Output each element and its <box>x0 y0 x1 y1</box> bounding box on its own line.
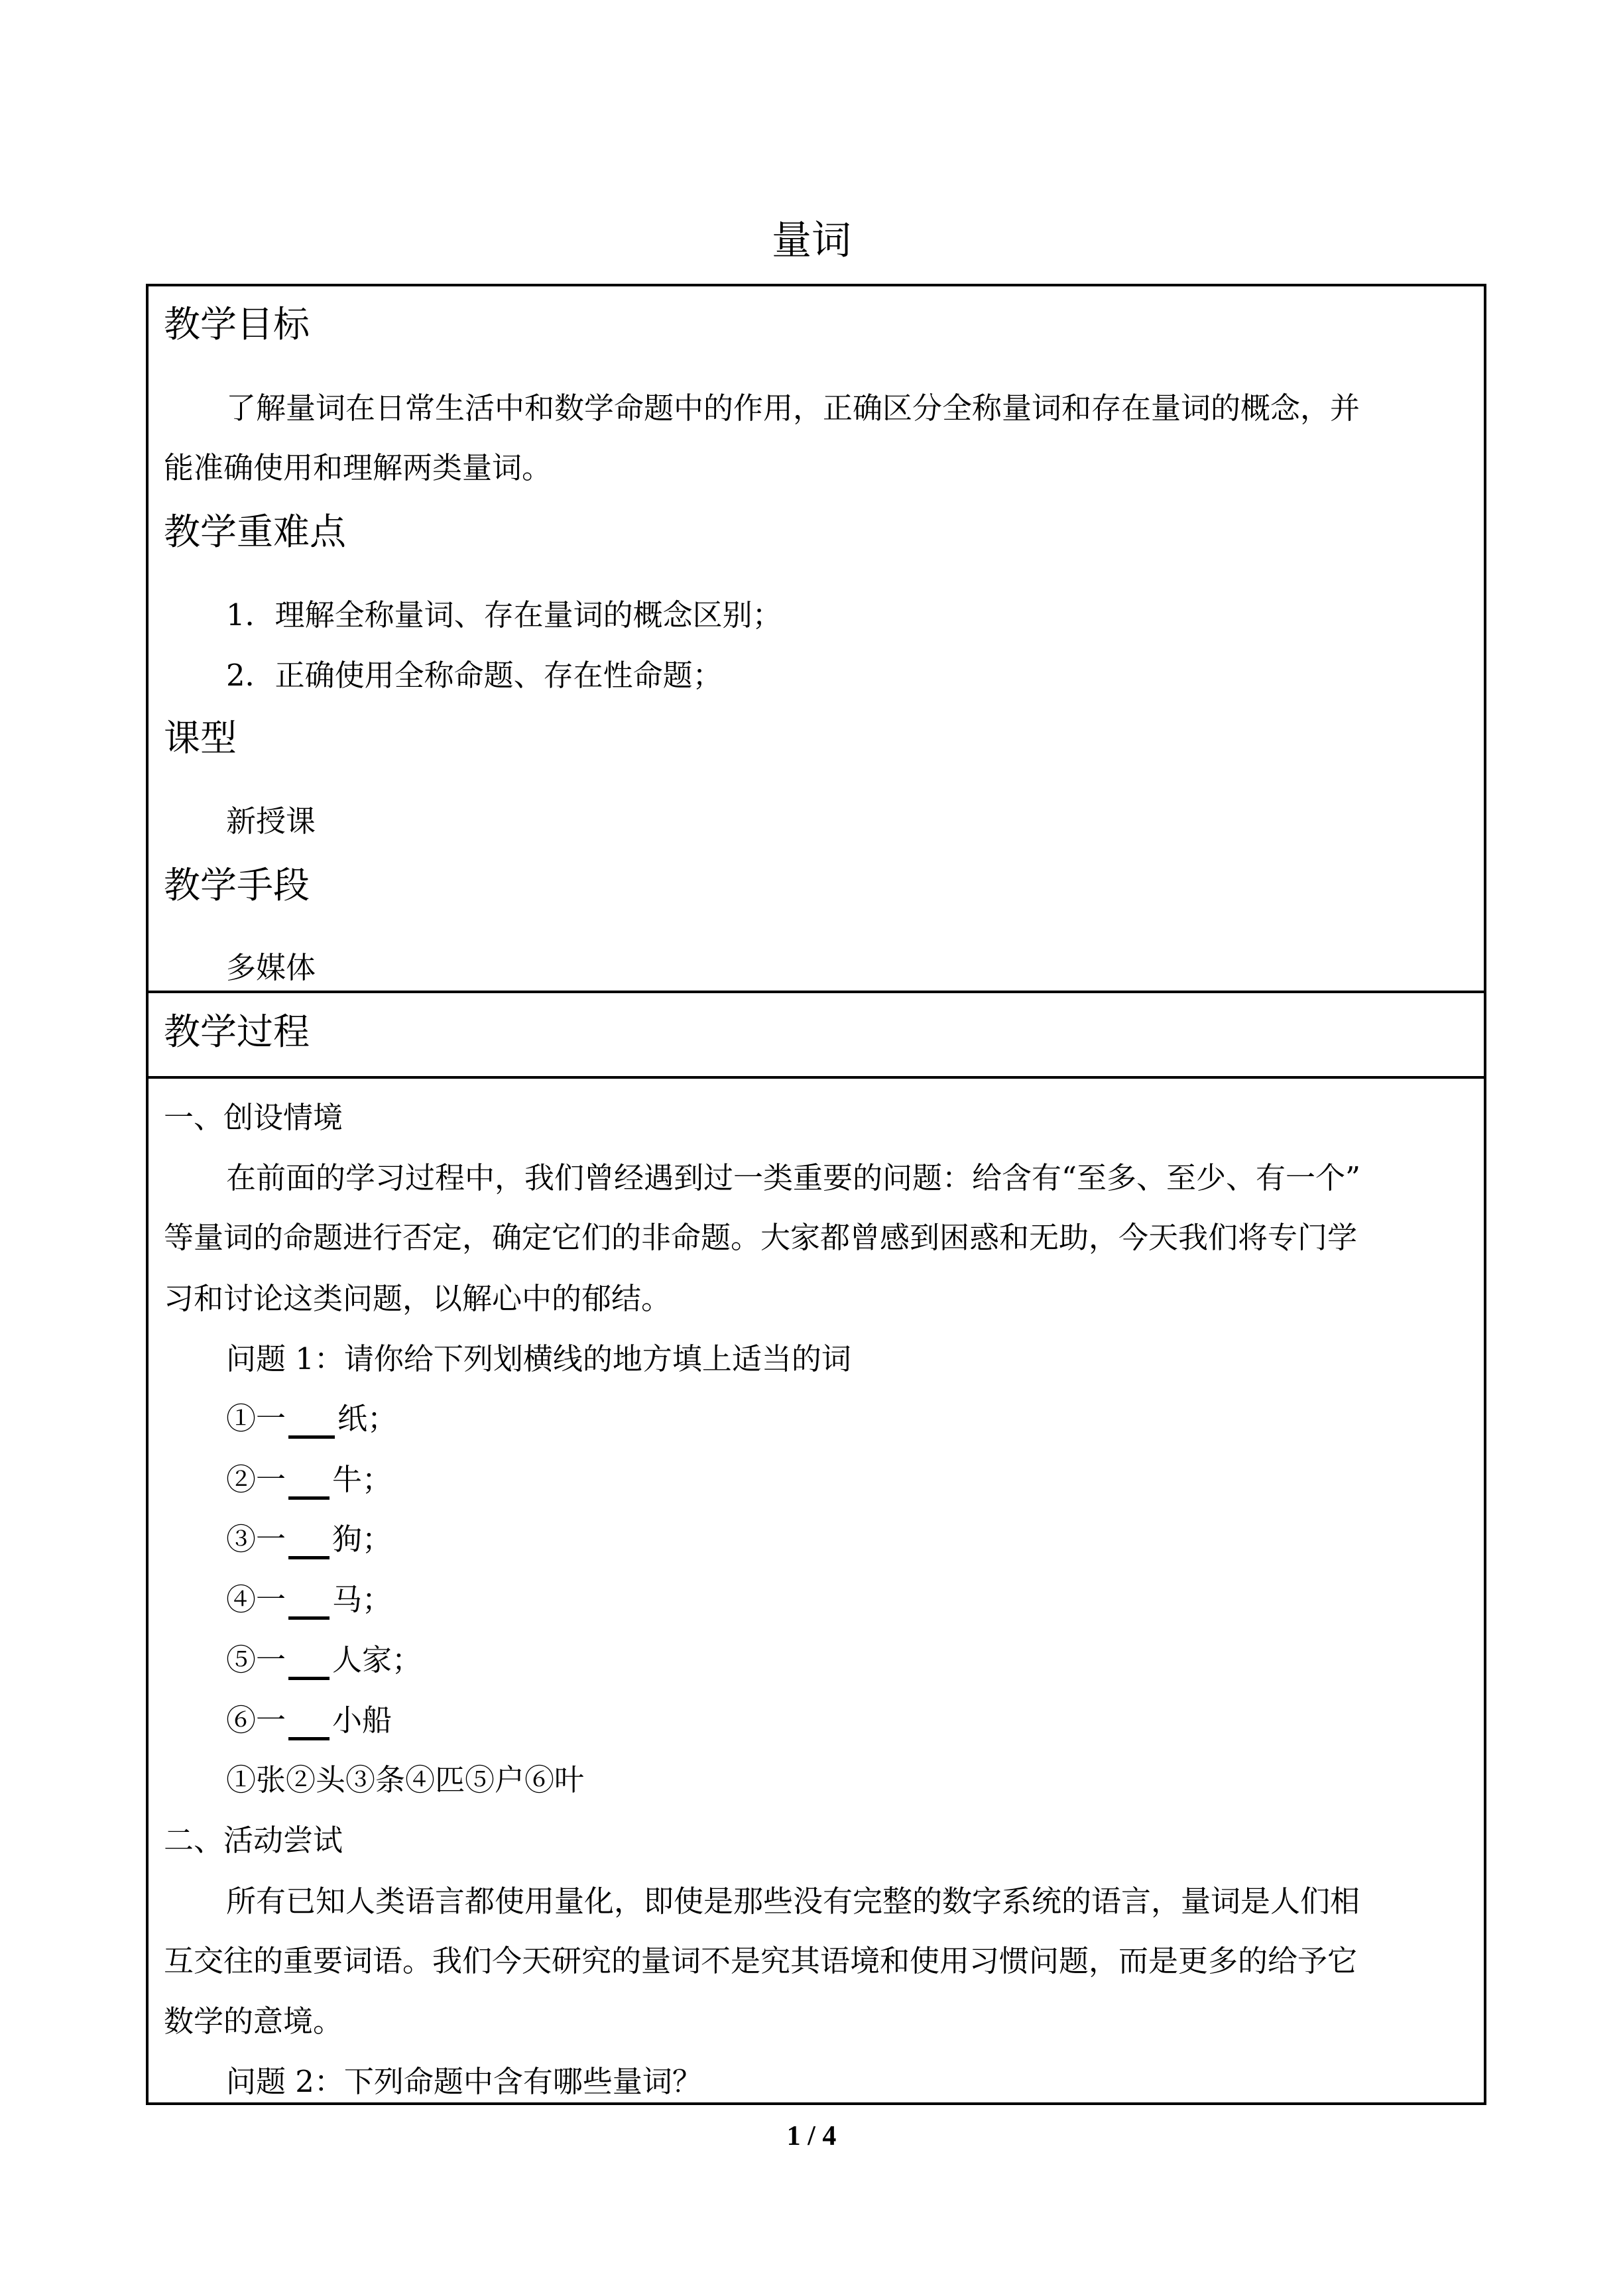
table-divider <box>146 991 1486 993</box>
blank-suffix: 纸； <box>337 1401 398 1436</box>
blank-suffix: 人家； <box>332 1642 422 1677</box>
fill-blank-item <box>226 1701 392 1740</box>
blank-line <box>288 1705 330 1740</box>
fill-blank-item <box>226 1520 392 1559</box>
blank-line <box>288 1585 330 1620</box>
blank-line <box>288 1645 330 1680</box>
key-point-item: 1．理解全称量词、存在量词的概念区别； <box>226 597 782 633</box>
blank-line <box>288 1404 335 1439</box>
blank-prefix: ④一 <box>226 1582 286 1617</box>
blank-line <box>288 1524 330 1559</box>
blank-prefix: ⑤一 <box>226 1642 286 1677</box>
objectives-text: 了解量词在日常生活中和数学命题中的作用，正确区分全称量词和存在量词的概念，并 <box>226 391 1360 426</box>
question-2: 问题 2：下列命题中含有哪些量词？ <box>226 2064 702 2099</box>
page-title: 量词 <box>772 217 851 264</box>
fill-blank-item <box>226 1580 392 1620</box>
paragraph-line: 互交往的重要词语。我们今天研究的量词不是究其语境和使用习惯问题，而是更多的给予它 <box>164 1943 1358 1978</box>
blank-prefix: ①一 <box>226 1401 286 1436</box>
teaching-means-value: 多媒体 <box>226 950 316 985</box>
section-heading-process: 教学过程 <box>164 1010 310 1053</box>
paragraph-line: 等量词的命题进行否定，确定它们的非命题。大家都曾感到困惑和无助，今天我们将专门学 <box>164 1220 1358 1255</box>
blank-suffix: 马； <box>332 1582 392 1617</box>
table-divider <box>146 1076 1486 1079</box>
section-heading-key-points: 教学重难点 <box>164 511 347 553</box>
fill-blank-item <box>226 1640 422 1680</box>
blank-suffix: 小船 <box>332 1703 392 1738</box>
page-number: 1 / 4 <box>786 2121 837 2151</box>
part-heading: 一、创设情境 <box>164 1100 343 1135</box>
blank-suffix: 狗； <box>332 1522 392 1557</box>
section-heading-teaching-means: 教学手段 <box>164 864 310 906</box>
answer-key: ①张②头③条④匹⑤户⑥叶 <box>226 1762 585 1797</box>
key-point-item: 2．正确使用全称命题、存在性命题； <box>226 658 723 693</box>
question-1: 问题 1：请你给下列划横线的地方填上适当的词 <box>226 1341 851 1376</box>
objectives-text: 能准确使用和理解两类量词。 <box>164 450 552 485</box>
fill-blank-item <box>226 1460 392 1500</box>
paragraph-line: 在前面的学习过程中，我们曾经遇到过一类重要的问题：给含有“至多、至少、有一个” <box>226 1160 1361 1195</box>
part-heading: 二、活动尝试 <box>164 1823 343 1858</box>
paragraph-line: 习和讨论这类问题，以解心中的郁结。 <box>164 1281 672 1316</box>
blank-line <box>288 1465 330 1500</box>
section-heading-objectives: 教学目标 <box>164 303 310 345</box>
blank-prefix: ⑥一 <box>226 1703 286 1738</box>
blank-suffix: 牛； <box>332 1462 392 1497</box>
blank-prefix: ②一 <box>226 1462 286 1497</box>
section-heading-lesson-type: 课型 <box>164 717 237 759</box>
paragraph-line: 所有已知人类语言都使用量化，即使是那些没有完整的数字系统的语言，量词是人们相 <box>226 1884 1360 1919</box>
paragraph-line: 数学的意境。 <box>164 2004 343 2039</box>
lesson-type-value: 新授课 <box>226 804 316 839</box>
blank-prefix: ③一 <box>226 1522 286 1557</box>
fill-blank-item <box>226 1399 397 1439</box>
